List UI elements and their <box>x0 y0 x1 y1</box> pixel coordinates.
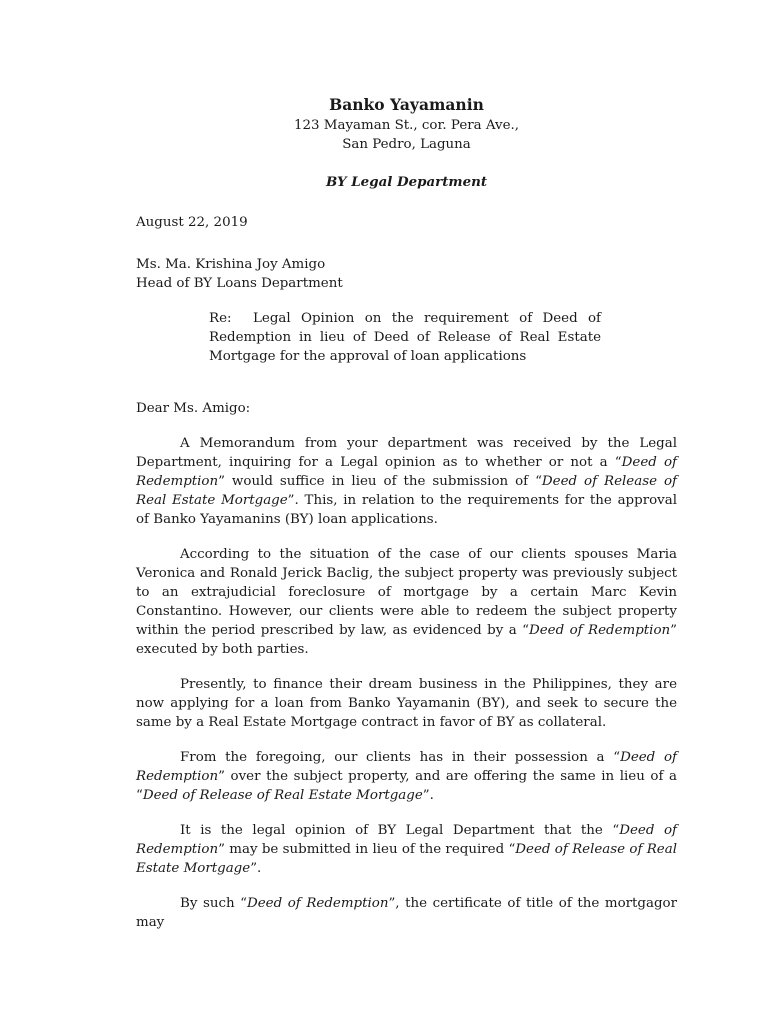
body-paragraph <box>136 675 677 732</box>
italic-term: Deed of Redemption <box>136 750 677 784</box>
salutation: Dear Ms. Amigo: <box>136 401 251 416</box>
department-name: BY Legal Department <box>325 174 488 190</box>
paragraph-text: ” executed by both parties. <box>136 623 678 657</box>
paragraph-text: ”. This, in relation to the requirements for the approval of Banko Yayamanins (BY) loan applications. <box>136 493 677 527</box>
paragraph-text: ”. <box>422 788 434 803</box>
subject-text: Legal Opinion on the requirement of Deed of Redemption in lieu of Deed of Release of Real Estate Mortgage for the approval of loan applications <box>209 311 601 364</box>
address-line-1: 123 Mayaman St., cor. Pera Ave., <box>293 118 520 133</box>
paragraph-text: ” over the subject property, and are offering the same in lieu of a “ <box>136 769 677 803</box>
bank-name: Banko Yayamanin <box>329 95 484 114</box>
italic-term: Deed of Redemption <box>247 896 389 911</box>
subject-label: Re: <box>209 311 232 326</box>
body-paragraph <box>136 545 677 659</box>
italic-term: Deed of Redemption <box>528 623 671 638</box>
paragraph-text: ”. <box>250 861 262 876</box>
paragraph-text: Presently, to finance their dream business in the Philippines, they are now applying for a loan from Banko Yayamanin (BY), and seek to secure the same by a Real Estate Mortgage contract in favor of BY as collateral. <box>136 677 677 730</box>
letter-date: August 22, 2019 <box>136 215 248 230</box>
paragraph-text: ”, the certificate of title of the mortgagor may <box>136 896 678 930</box>
paragraph-text: According to the situation of the case of our clients spouses Maria Veronica and Ronald Jerick Baclig, the subject property was previously subject to an extrajudicial foreclosure of mortgage by a certain Marc Kevin Constantino. However, our clients were able to redeem the subject property within the period prescribed by law, as evidenced by a “ <box>136 547 677 638</box>
subject-line <box>209 309 601 366</box>
paragraph-text: By such “ <box>180 896 248 911</box>
recipient-title: Head of BY Loans Department <box>136 276 343 291</box>
letter-body <box>136 94 677 932</box>
body-paragraph <box>136 748 677 805</box>
italic-term: Deed of Redemption <box>136 823 677 857</box>
address-line-2: San Pedro, Laguna <box>342 137 471 152</box>
italic-term: Deed of Release of Real Estate Mortgage <box>142 788 423 803</box>
italic-term: Deed of Release of Real Estate Mortgage <box>136 842 677 876</box>
recipient-name: Ms. Ma. Krishina Joy Amigo <box>136 257 326 272</box>
letter-paragraphs <box>136 434 677 932</box>
italic-term: Deed of Release of Real Estate Mortgage <box>136 474 677 508</box>
recipient-block <box>136 255 677 293</box>
paragraph-text: ” may be submitted in lieu of the required “ <box>218 842 516 857</box>
body-paragraph <box>136 821 677 878</box>
paragraph-text: It is the legal opinion of BY Legal Department that the “ <box>180 823 620 838</box>
italic-term: Deed of Redemption <box>136 455 677 489</box>
paragraph-text: From the foregoing, our clients has in their possession a “ <box>180 750 621 765</box>
paragraph-text: ” would suffice in lieu of the submission of “ <box>218 474 542 489</box>
body-paragraph <box>136 434 677 529</box>
paragraph-text: A Memorandum from your department was received by the Legal Department, inquiring for a Legal opinion as to whether or not a “ <box>136 436 677 470</box>
body-paragraph <box>136 894 677 932</box>
